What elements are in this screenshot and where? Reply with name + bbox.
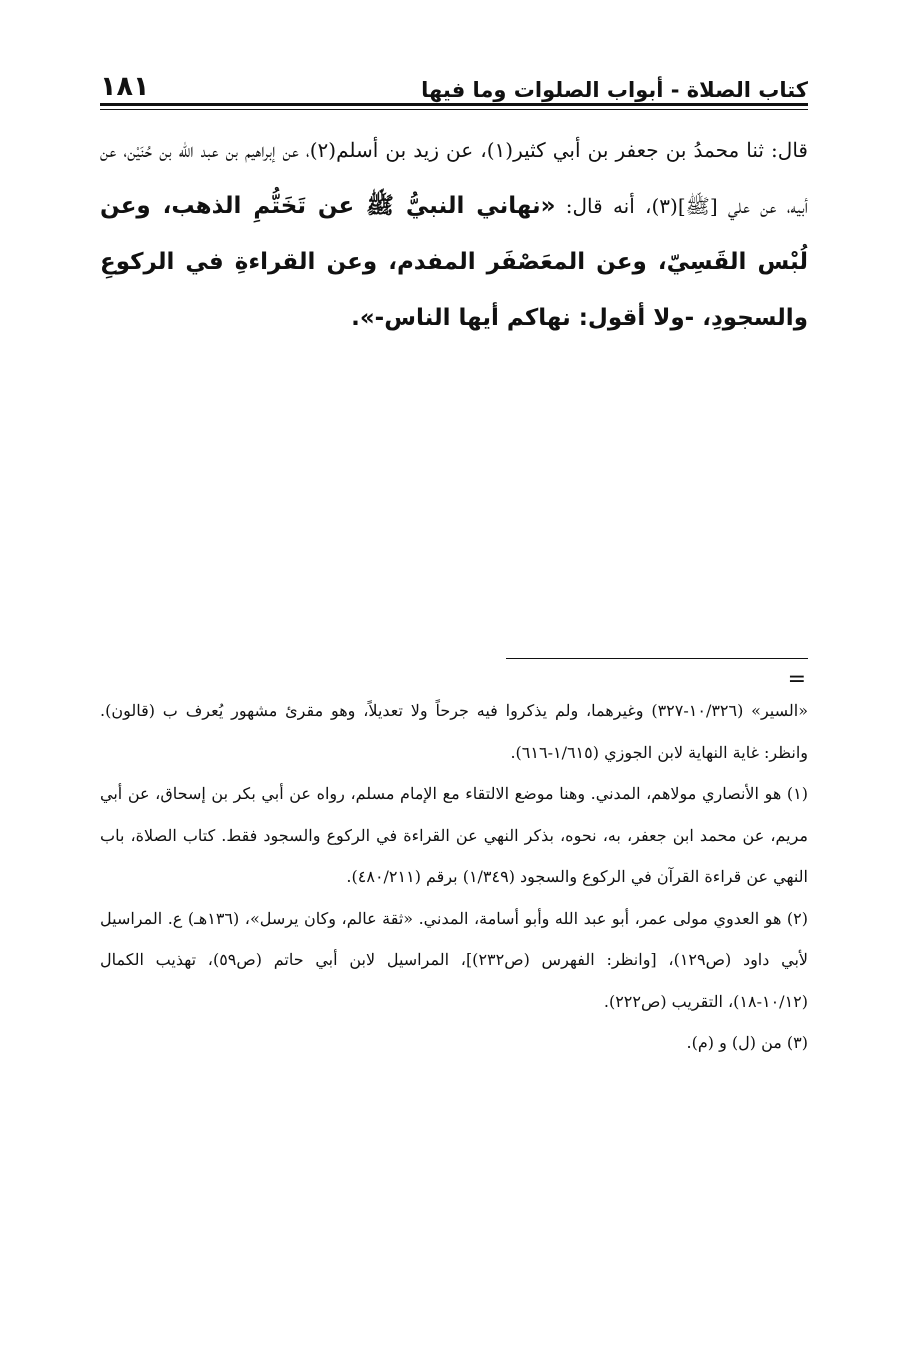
- hadith-text: «نهاني النبيُّ ﷺ عن تَخَتُّمِ الذهب، وعن لُبْس القَسِيّ، وعن المعَصْفَر المفدم، وعن القراءةِ في الركوعِ والسجودِ، -ولا أقول: نهاكم أيها الناس-».: [100, 193, 808, 331]
- running-title: كتاب الصلاة - أبواب الصلوات وما فيها: [421, 78, 808, 102]
- footnote-continuation: «السير» (١٠/٣٢٦-٣٢٧) وغيرهما، ولم يذكروا فيه جرحاً ولا تعديلاً، وهو مقرئ مشهور يُعرف ب (قالون). وانظر: غاية النهاية لابن الجوزي (١/٦١٥-٦١٦).: [100, 701, 809, 762]
- footnotes: [100, 690, 808, 1064]
- header-rule-thin: [100, 109, 808, 110]
- main-text: [100, 122, 808, 346]
- page-number: ١٨١: [100, 71, 150, 102]
- page-header: [100, 62, 808, 102]
- footnote-1: (١) هو الأنصاري مولاهم، المدني. وهنا موضع الالتقاء مع الإمام مسلم، رواه عن أبي بكر بن إسحاق، عن أبي مريم، عن محمد ابن جعفر، به، نحوه، بذكر النهي عن القراءة في الركوع والسجود فقط. كتاب الصلاة، باب النهي عن قراءة القرآن في الركوع والسجود (١/٣٤٩) برقم (٤٨٠/٢١١).: [100, 784, 808, 886]
- footnote-continuation-marker: =: [787, 667, 806, 692]
- header-rule: [100, 103, 808, 106]
- footnote-3: (٣) من (ل) و (م).: [686, 1033, 808, 1052]
- footnote-2: (٢) هو العدوي مولى عمر، أبو عبد الله وأبو أسامة، المدني. «ثقة عالم، وكان يرسل»، (١٣٦هـ) ع. المراسيل لأبي داود (ص١٢٩)، [وانظر: الفهرس (ص٢٣٢)]، المراسيل لابن أبي حاتم (ص٥٩)، تهذيب الكمال (١٠/١٢-١٨)، التقريب (ص٢٢٢).: [100, 908, 809, 1011]
- footnote-divider: [506, 658, 808, 659]
- narration-chain: قال: ثنا محمدُ بن جعفر بن أبي كثير(١)، عن زيد بن أسلم(٢)، عن إبراهيم بن عبد الله بن حُنَيْن، عن أبيه، عن علي [ﷺ](٣)، أنه قال:: [100, 138, 808, 218]
